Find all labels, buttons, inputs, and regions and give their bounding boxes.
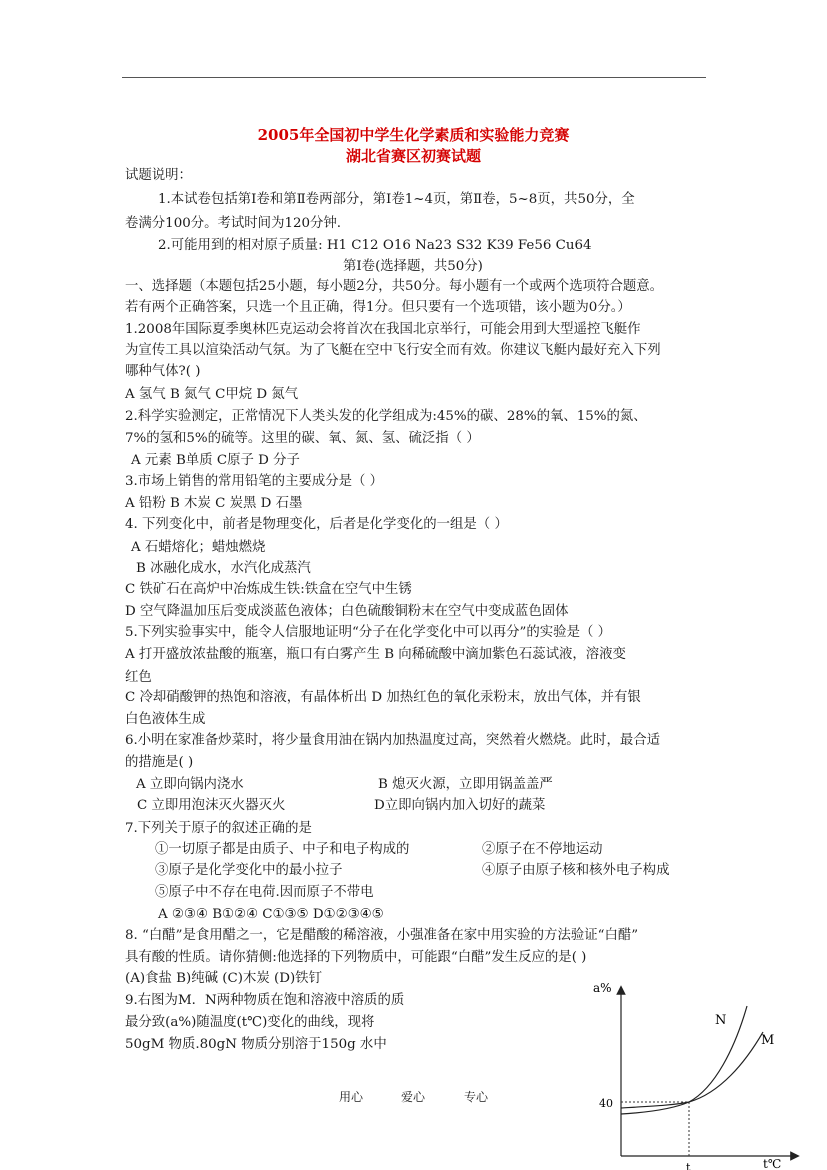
text-line: 若有两个正确答案，只选一个且正确，得1分。但只要有一个选项错，该小题为0分。） <box>125 300 631 315</box>
text-line: 1.本试卷包括第Ⅰ卷和第Ⅱ卷两部分，第Ⅰ卷1~4页，第Ⅱ卷，5~8页，共50分，全 <box>158 192 635 207</box>
exam-subtitle: 湖北省赛区初赛试题 <box>345 147 481 165</box>
text-line: 试题说明： <box>125 168 192 183</box>
text-line: 为宣传工具以渲染活动气氛。为了飞艇在空中飞行安全而有效。你建议飞艇内最好充入下列 <box>125 343 661 358</box>
text-line: (A)食盐 B)纯碱 (C)木炭 (D)铁钉 <box>125 971 322 986</box>
text-line: 第Ⅰ卷(选择题，共50分) <box>343 259 483 274</box>
text-line: ④原子由原子核和核外电子构成 <box>482 863 670 878</box>
text-line: A ②③④ B①②④ C①③⑤ D①②③④⑤ <box>158 907 384 922</box>
text-line: A 铅粉 B 木炭 C 炭黑 D 石墨 <box>125 496 303 511</box>
text-line: C 铁矿石在高炉中冶炼成生铁:铁盒在空气中生锈 <box>125 582 412 597</box>
text-line: 哪种气体?( ) <box>125 364 201 379</box>
curve-n <box>621 1006 747 1114</box>
text-line: 7.下列关于原子的叙述正确的是 <box>125 821 312 836</box>
text-line: 卷满分100分。考试时间为120分钟. <box>125 216 342 231</box>
text-line: A 氢气 B 氮气 C甲烷 D 氮气 <box>125 387 299 402</box>
text-line: D立即向锅内加入切好的蔬菜 <box>374 798 546 813</box>
text-line: 8. “白醋”是食用醋之一，它是醋酸的稀溶液，小强准备在家中用实验的方法验证“白醋” <box>125 928 639 943</box>
text-line: 4. 下列变化中，前者是物理变化，后者是化学变化的一组是（ ） <box>125 517 508 532</box>
text-line: B 熄灭火源，立即用锅盖盖严 <box>378 777 553 792</box>
text-line: C 冷却硝酸钾的热饱和溶液，有晶体析出 D 加热红色的氧化汞粉末，放出气体，并有银 <box>125 690 641 705</box>
text-line: ①一切原子都是由质子、中子和电子构成的 <box>155 842 410 857</box>
footer-word: 专心 <box>464 1090 489 1104</box>
text-line: ⑤原子中不存在电荷.因而原子不带电 <box>155 885 374 900</box>
text-line: 白色液体生成 <box>125 712 206 727</box>
text-line: A 元素 B单质 C原子 D 分子 <box>131 453 300 468</box>
text-line: 的措施是( ) <box>125 755 194 770</box>
curve-m-label: M <box>761 1033 775 1048</box>
y-tick-label: 40 <box>599 1097 613 1110</box>
curve-m <box>621 1032 763 1108</box>
text-line: ②原子在不停地运动 <box>482 842 603 857</box>
footer-word: 用心 <box>339 1090 364 1104</box>
text-line: 一、选择题（本题包括25小题，每小题2分，共50分。每小题有一个或两个选项符合题意。 <box>125 279 664 294</box>
footer-word: 爱心 <box>401 1090 426 1104</box>
text-line: 5.下列实验事实中，能令人信服地证明“分子在化学变化中可以再分”的实验是（ ） <box>125 625 612 640</box>
text-line: 6.小明在家准备炒菜时，将少量食用油在锅内加热温度过高，突然着火燃烧。此时，最合适 <box>125 733 661 748</box>
solubility-figure <box>593 978 805 1170</box>
text-line: A 立即向锅内浇水 <box>136 777 244 792</box>
text-line: A 石蜡熔化；蜡烛燃烧 <box>131 540 266 555</box>
text-line: 50gM 物质.80gN 物质分别溶于150g 水中 <box>125 1037 387 1052</box>
text-line: ③原子是化学变化中的最小拉子 <box>155 863 343 878</box>
x-axis-label: t℃ <box>763 1157 782 1170</box>
text-line: 7%的氢和5%的硫等。这里的碳、氧、氮、氢、硫泛指（ ） <box>125 431 480 446</box>
text-line: 具有酸的性质。请你猜侧:他选择的下列物质中，可能跟“白醋”发生反应的是( ) <box>125 950 587 965</box>
text-line: 红色 <box>125 670 152 685</box>
text-line: 2.可能用到的相对原子质量: H1 C12 O16 Na23 S32 K39 Fe56 Cu64 <box>158 238 592 253</box>
text-line: 最分致(a%)随温度(t℃)变化的曲线，现将 <box>125 1015 375 1030</box>
curve-n-label: N <box>715 1013 727 1028</box>
text-line: 2.科学实验测定，正常情况下人类头发的化学组成为:45%的碳、28%的氧、15%的氮、 <box>125 409 647 424</box>
text-line: B 冰融化成水，水汽化成蒸汽 <box>136 561 311 576</box>
text-line: D 空气降温加压后变成淡蓝色液体；白色硫酸铜粉末在空气中变成蓝色固体 <box>125 604 569 619</box>
text-line: A 打开盛放浓盐酸的瓶塞，瓶口有白雾产生 B 向稀硫酸中滴加紫色石蕊试液，溶液变 <box>125 647 626 662</box>
exam-title: 2005年全国初中学生化学素质和实验能力竞赛 <box>257 126 570 144</box>
y-axis-label: a% <box>593 981 612 995</box>
top-rule <box>122 77 706 78</box>
text-line: C 立即用泡沫灭火器灭火 <box>137 798 286 813</box>
text-line: 3.市场上销售的常用铅笔的主要成分是（ ） <box>125 474 384 489</box>
text-line: 1.2008年国际夏季奥林匹克运动会将首次在我国北京举行，可能会用到大型遥控飞艇作 <box>125 322 641 337</box>
text-line: 9.右图为M．N两种物质在饱和溶液中溶质的质 <box>125 993 405 1008</box>
x-tick-label: t <box>686 1161 691 1170</box>
